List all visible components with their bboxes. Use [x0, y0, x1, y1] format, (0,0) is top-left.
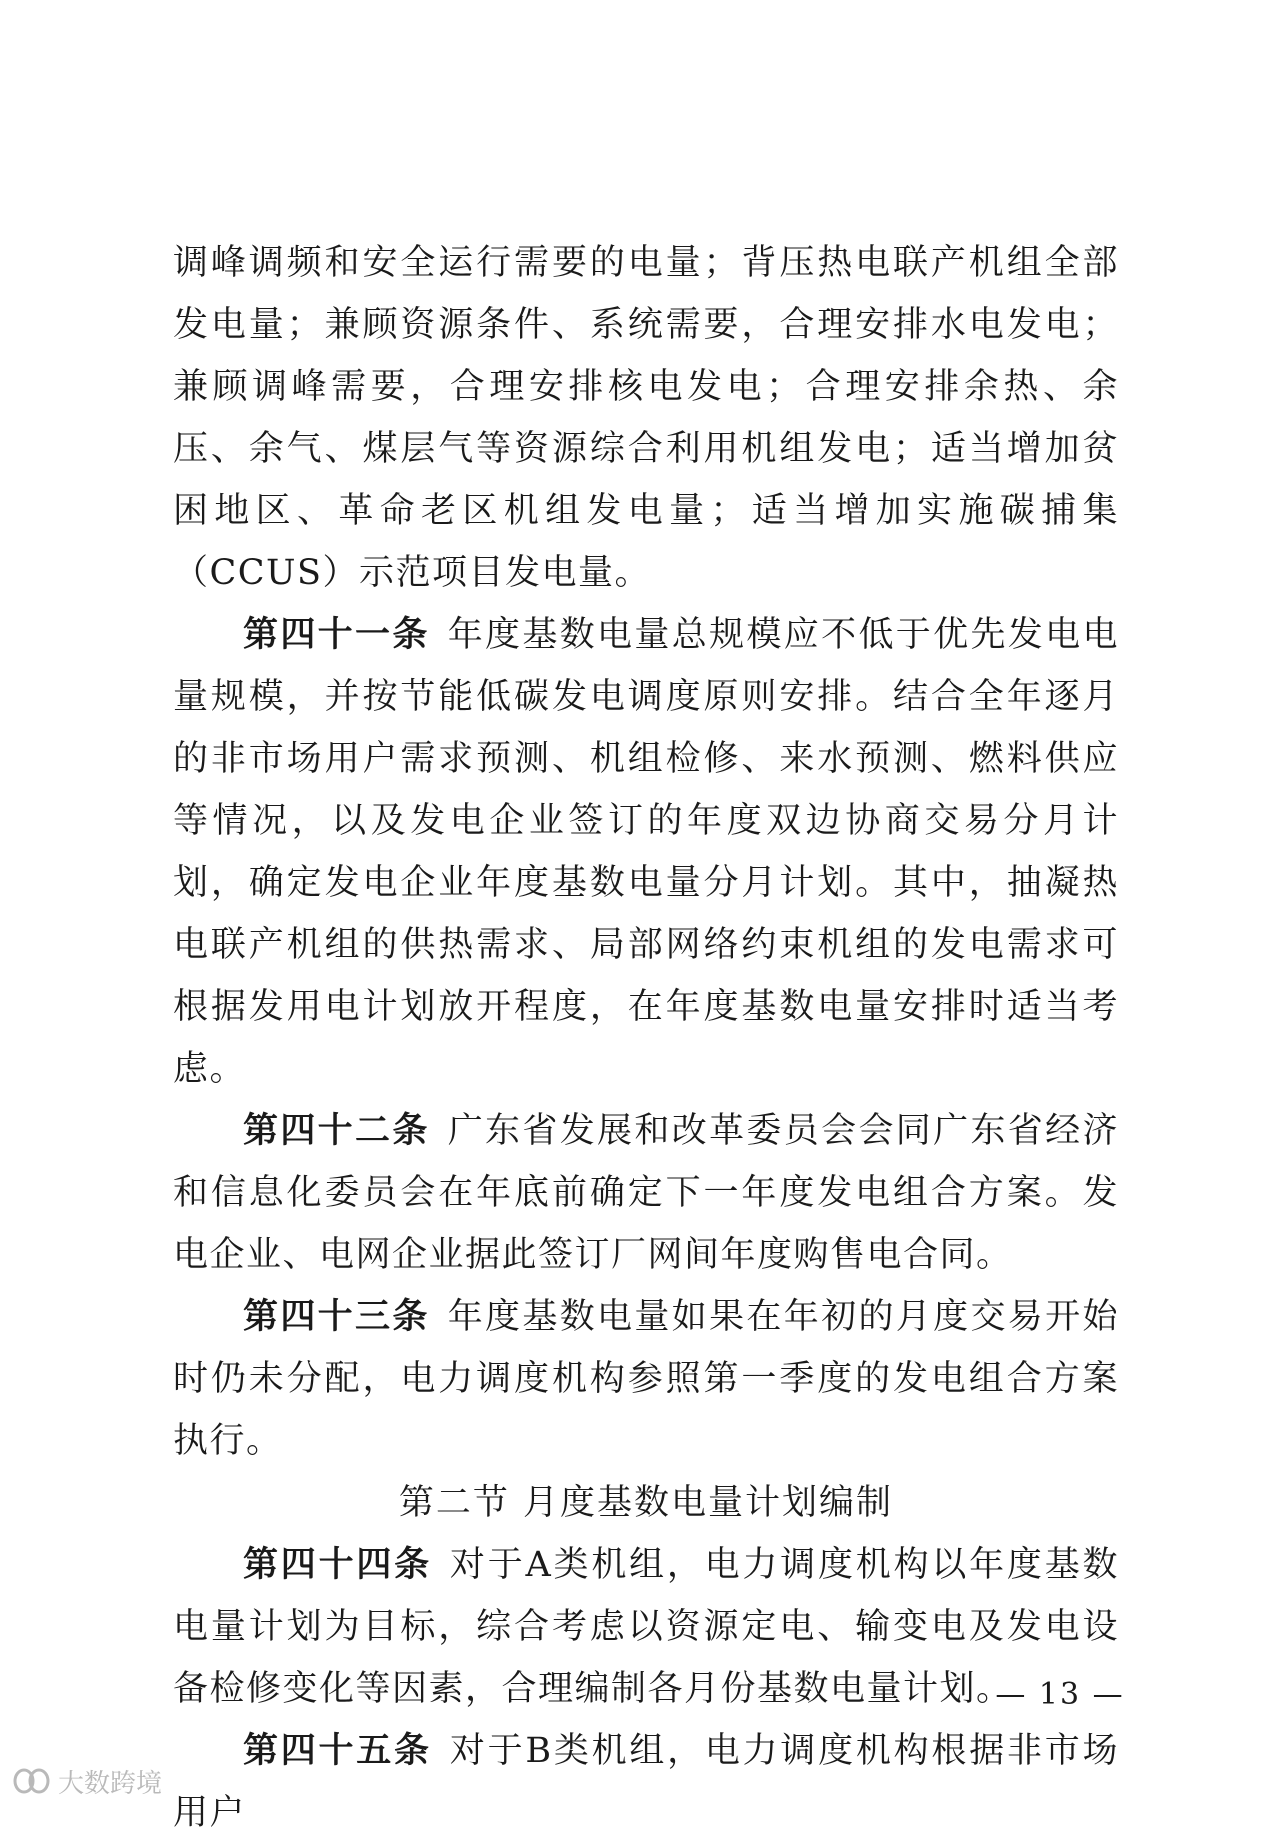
article-number: 第四十一条	[243, 614, 430, 655]
dashuo-logo-icon	[12, 1766, 52, 1796]
article-43	[173, 1286, 1119, 1472]
article-number: 第四十三条	[243, 1296, 430, 1337]
article-44	[173, 1534, 1119, 1720]
article-42	[173, 1100, 1119, 1286]
article-number: 第四十二条	[243, 1110, 430, 1151]
article-45	[173, 1720, 1119, 1844]
body-text	[173, 232, 1119, 1844]
article-number: 第四十四条	[243, 1544, 432, 1585]
article-41	[173, 604, 1119, 1100]
article-number: 第四十五条	[243, 1730, 432, 1771]
watermark	[12, 1763, 162, 1799]
article-text: 广东省发展和改革委员会会同广东省经济和信息化委员会在年底前确定下一年度发电组合方案。发电企业、电网企业据此签订厂网间年度购售电合同。	[173, 1111, 1119, 1275]
page-number: — 13 —	[995, 1677, 1125, 1712]
article-text: 年度基数电量总规模应不低于优先发电电量规模，并按节能低碳发电调度原则安排。结合全年逐月的非市场用户需求预测、机组检修、来水预测、燃料供应等情况，以及发电企业签订的年度双边协商交易分月计划，确定发电企业年度基数电量分月计划。其中，抽凝热电联产机组的供热需求、局部网络约束机组的发电需求可根据发用电计划放开程度，在年度基数电量安排时适当考虑。	[173, 615, 1119, 1089]
article-text: 对于B类机组，电力调度机构根据非市场用户	[173, 1731, 1119, 1833]
article-text: 年度基数电量如果在年初的月度交易开始时仍未分配，电力调度机构参照第一季度的发电组合方案执行。	[173, 1297, 1119, 1461]
article-text: 对于A类机组，电力调度机构以年度基数电量计划为目标，综合考虑以资源定电、输变电及发电设备检修变化等因素，合理编制各月份基数电量计划。	[173, 1545, 1119, 1709]
watermark-text: 大数跨境	[58, 1768, 163, 1799]
section-heading: 第二节 月度基数电量计划编制	[398, 1483, 894, 1523]
paragraph-continuation	[173, 232, 1119, 604]
paragraph-text: 调峰调频和安全运行需要的电量；背压热电联产机组全部发电量；兼顾资源条件、系统需要，合理安排水电发电；兼顾调峰需要，合理安排核电发电；合理安排余热、余压、余气、煤层气等资源综合利用机组发电；适当增加贫困地区、革命老区机组发电量；适当增加实施碳捕集（CCUS）示范项目发电量。	[173, 243, 1119, 593]
